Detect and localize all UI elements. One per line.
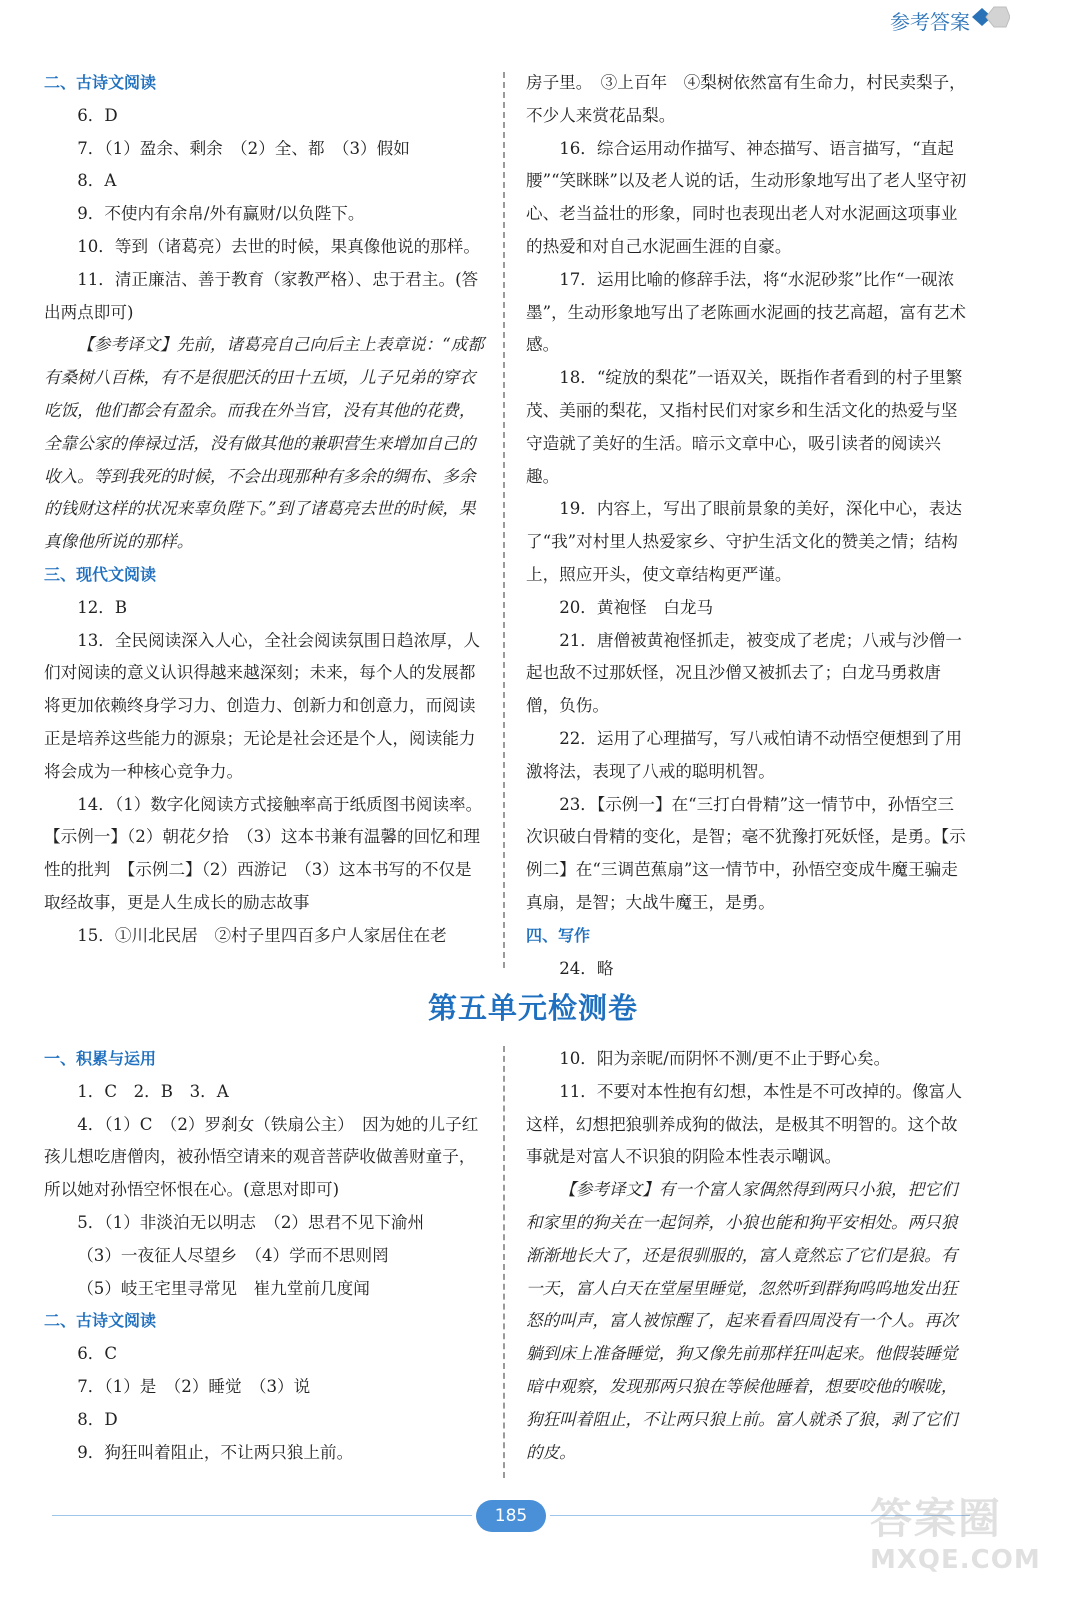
answer-paragraph: 10．阳为亲昵/而阴怀不测/更不止于野心矣。 bbox=[559, 1049, 891, 1068]
answer-paragraph: 14．（1）数字化阅读方式接触率高于纸质图书阅读率。【示例一】（2）朝花夕拾 （3）这本书兼有温馨的回忆和理性的批判 【示例二】（2）西游记 （3）这本书写的不仅是取经故事，更是人生成长的励志故事 bbox=[44, 794, 483, 912]
unit-title: 第五单元检测卷 bbox=[427, 991, 638, 1025]
answer-paragraph: 16．综合运用动作描写、神态描写、语言描写，“直起腰”“笑眯眯”以及老人说的话，生动形象地写出了老人坚守初心、老当益壮的形象，同时也表现出老人对水泥画这项事业的热爱和对自己水泥画生涯的自豪。 bbox=[526, 138, 967, 256]
top-right-column bbox=[526, 67, 968, 985]
answer-paragraph: （5）岐王宅里寻常见 崔九堂前几度闻 bbox=[77, 1278, 370, 1298]
answer-paragraph: 20．黄袍怪 白龙马 bbox=[559, 597, 714, 617]
answer-paragraph: 10．等到（诸葛亮）去世的时候，果真像他说的那样。 bbox=[77, 236, 480, 256]
answer-paragraph: 6．D bbox=[77, 105, 118, 125]
answer-paragraph: 17．运用比喻的修辞手法，将“水泥砂浆”比作“一砚浓墨”，生动形象地写出了老陈画水泥画的技艺高超，富有艺术感。 bbox=[526, 269, 966, 355]
answer-paragraph: 13．全民阅读深入人心，全社会阅读氛围日趋浓厚，人们对阅读的意义认识得越来越深刻；未来，每个人的发展都将更加依赖终身学习力、创造力、创新力和创意力，而阅读正是培养这些能力的源泉；无论是社会还是个人，阅读能力将会成为一种核心竞争力。 bbox=[44, 630, 480, 781]
answer-paragraph: 8．D bbox=[77, 1409, 118, 1429]
answer-paragraph: （3）一夜征人尽望乡 （4）学而不思则罔 bbox=[77, 1245, 389, 1265]
page-number: 185 bbox=[476, 1500, 546, 1532]
answer-paragraph: 23．【示例一】在“三打白骨精”这一情节中，孙悟空三次识破白骨精的变化，是智；毫不犹豫打死妖怪，是勇。【示例二】在“三调芭蕉扇”这一情节中，孙悟空变成牛魔王骗走真扇，是智；大战牛魔王，是勇。 bbox=[526, 794, 966, 912]
answer-paragraph: 21．唐僧被黄袍怪抓走，被变成了老虎；八戒与沙僧一起也敌不过那妖怪，况且沙僧又被抓去了；白龙马勇救唐僧，负伤。 bbox=[526, 630, 962, 716]
section-heading: 三、现代文阅读 bbox=[44, 564, 157, 584]
section-heading: 二、古诗文阅读 bbox=[44, 1311, 157, 1331]
section-heading: 一、积累与运用 bbox=[44, 1049, 157, 1068]
answer-paragraph: 房子里。 ③上百年 ④梨树依然富有生命力，村民卖梨子，不少人来赏花品梨。 bbox=[526, 73, 966, 125]
answer-paragraph: 11．清正廉洁、善于教育（家教严格）、忠于君主。(答出两点即可) bbox=[44, 269, 479, 322]
answer-paragraph: 15．①川北民居 ②村子里四百多户人家居住在老 bbox=[77, 925, 447, 945]
answer-paragraph: 8．A bbox=[77, 171, 117, 191]
answer-paragraph: 【参考译文】先前，诸葛亮自己向后主上表章说：“成都有桑树八百株，有不是很肥沃的田十五顷，儿子兄弟的穿衣吃饭，他们都会有盈余。而我在外当官，没有其他的花费，全靠公家的俸禄过活，没有做其他的兼职营生来增加自己的收入。等到我死的时候，不会出现那种有多余的绸布、多余的钱财这样的状况来辜负陛下。”到了诸葛亮去世的时候，果真像他所说的那样。 bbox=[44, 335, 484, 552]
watermark-logo-text: 答案圈 bbox=[870, 1494, 1003, 1543]
bottom-left-column bbox=[44, 1043, 486, 1469]
hexagon-decoration-icon bbox=[970, 4, 1010, 30]
bottom-right-column bbox=[526, 1043, 968, 1469]
top-left-column bbox=[44, 67, 486, 953]
answer-paragraph: 19．内容上，写出了眼前景象的美好，深化中心，表达了“我”对村里人热爱家乡、守护生活文化的赞美之情；结构上，照应开头，使文章结构更严谨。 bbox=[526, 499, 962, 584]
answer-paragraph: 1．C 2．B 3．A bbox=[77, 1081, 229, 1101]
answer-paragraph: 11．不要对本性抱有幻想，本性是不可改掉的。像富人这样，幻想把狼驯养成狗的做法，是极其不明智的。这个故事就是对富人不识狼的阴险本性表示嘲讽。 bbox=[526, 1081, 962, 1167]
answer-paragraph: 12．B bbox=[77, 597, 128, 617]
answer-paragraph: 4．（1）C （2）罗刹女（铁扇公主） 因为她的儿子红孩儿想吃唐僧肉，被孙悟空请来的观音菩萨收做善财童子，所以她对孙悟空怀恨在心。(意思对即可) bbox=[44, 1114, 479, 1200]
answer-paragraph: 7．（1）是 （2）睡觉 （3）说 bbox=[77, 1376, 311, 1396]
answer-paragraph: 【参考译文】有一个富人家偶然得到两只小狼，把它们和家里的狗关在一起饲养，小狼也能和狗平安相处。两只狼渐渐地长大了，还是很驯服的，富人竟然忘了它们是狼。有一天，富人白天在堂屋里睡觉，忽然听到群狗呜呜地发出狂怒的叫声，富人被惊醒了，起来看看四周没有一个人。再次躺到床上准备睡觉，狗又像先前那样狂叫起来。他假装睡觉暗中观察，发现那两只狼在等候他睡着，想要咬他的喉咙，狗狂叫着阻止，不让两只狼上前。富人就杀了狼，剥了它们的皮。 bbox=[526, 1180, 958, 1462]
answer-paragraph: 24．略 bbox=[559, 958, 614, 978]
answer-paragraph: 18．“绽放的梨花”一语双关，既指作者看到的村子里繁茂、美丽的梨花，又指村民们对家乡和生活文化的热爱与坚守造就了美好的生活。暗示文章中心，吸引读者的阅读兴趣。 bbox=[526, 368, 963, 486]
answer-paragraph: 6．C bbox=[77, 1344, 118, 1364]
column-divider-top bbox=[503, 72, 505, 968]
answer-paragraph: 7．（1）盈余、剩余 （2）全、都 （3）假如 bbox=[77, 138, 410, 158]
section-heading: 四、写作 bbox=[526, 925, 591, 945]
answer-paragraph: 9．狗狂叫着阻止，不让两只狼上前。 bbox=[77, 1442, 354, 1462]
answer-paragraph: 5．（1）非淡泊无以明志 （2）思君不见下渝州 bbox=[77, 1212, 425, 1232]
column-divider-bottom bbox=[503, 1046, 505, 1478]
header-label: 参考答案 bbox=[890, 10, 970, 34]
section-heading: 二、古诗文阅读 bbox=[44, 73, 157, 92]
answer-paragraph: 9．不使内有余帛/外有赢财/以负陛下。 bbox=[77, 204, 365, 224]
answer-paragraph: 22．运用了心理描写，写八戒怕请不动悟空便想到了用激将法，表现了八戒的聪明机智。 bbox=[526, 728, 962, 781]
watermark bbox=[870, 1496, 1066, 1600]
watermark-url: MXQE.COM bbox=[870, 1545, 1041, 1575]
